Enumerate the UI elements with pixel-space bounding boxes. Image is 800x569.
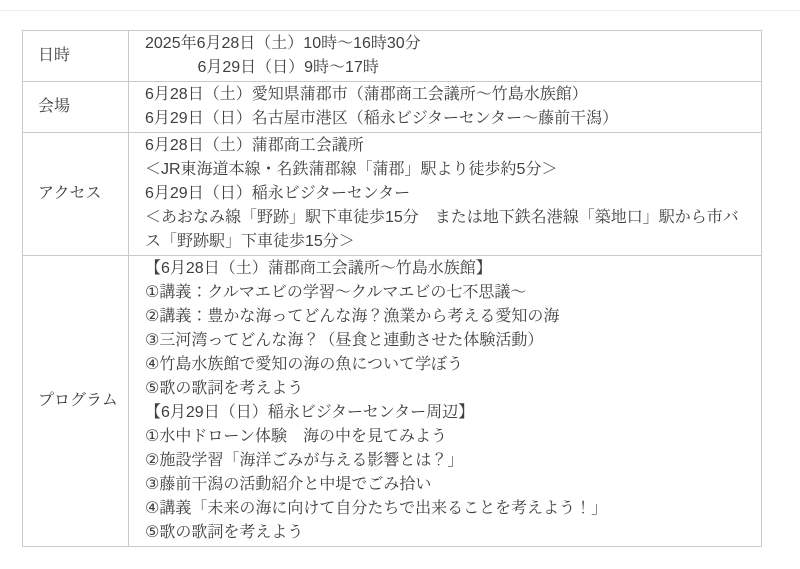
cell-line: 6月29日（日）9時～17時: [145, 59, 379, 76]
cell-line: ②講義：豊かな海ってどんな海？漁業から考える愛知の海: [145, 308, 560, 325]
cell-line: 【6月28日（土）蒲郡商工会議所～竹島水族館】: [145, 260, 492, 277]
cell-line: 6月29日（日）稲永ビジターセンター: [145, 185, 411, 202]
event-info-table-body: [23, 31, 762, 547]
event-info-table: [22, 30, 762, 547]
cell-line: ①講義：クルマエビの学習～クルマエビの七不思議～: [145, 284, 527, 301]
row-content-venue: [129, 82, 762, 133]
cell-line: 2025年6月28日（土）10時～16時30分: [145, 35, 421, 52]
cell-line: 6月29日（日）名古屋市港区（稲永ビジターセンター～藤前干潟）: [145, 110, 619, 127]
table-row-venue: [23, 82, 762, 133]
table-row-datetime: [23, 31, 762, 82]
row-content-datetime: [129, 31, 762, 82]
cell-line: ④竹島水族館で愛知の海の魚について学ぼう: [145, 356, 464, 373]
cell-line: ④講義「未来の海に向けて自分たちで出来ることを考えよう！」: [145, 500, 608, 517]
cell-line: ⑤歌の歌詞を考えよう: [145, 524, 304, 541]
row-label-program: プログラム: [23, 256, 129, 547]
cell-line: ＜JR東海道本線・名鉄蒲郡線「蒲郡」駅より徒歩約5分＞: [145, 161, 558, 178]
row-content-access: [129, 133, 762, 256]
cell-line: 6月28日（土）愛知県蒲郡市（蒲郡商工会議所～竹島水族館）: [145, 86, 588, 103]
cell-line: ②施設学習「海洋ごみが与える影響とは？」: [145, 452, 464, 469]
top-divider-line: [0, 10, 800, 11]
cell-line: 6月28日（土）蒲郡商工会議所: [145, 137, 364, 154]
cell-line: ③藤前干潟の活動紹介と中堤でごみ拾い: [145, 476, 432, 493]
row-label-venue: 会場: [23, 82, 129, 133]
row-label-access: アクセス: [23, 133, 129, 256]
cell-line: ⑤歌の歌詞を考えよう: [145, 380, 304, 397]
table-row-access: [23, 133, 762, 256]
cell-line: ＜あおなみ線「野跡」駅下車徒歩15分 または地下鉄名港線「築地口」駅から市バス「野跡駅」下車徒歩15分＞: [145, 209, 739, 250]
cell-line: ①水中ドローン体験 海の中を見てみよう: [145, 428, 448, 445]
cell-line: ③三河湾ってどんな海？（昼食と連動させた体験活動）: [145, 332, 544, 349]
row-label-datetime: 日時: [23, 31, 129, 82]
cell-line: 【6月29日（日）稲永ビジターセンター周辺】: [145, 404, 475, 421]
table-row-program: [23, 256, 762, 547]
row-content-program: [129, 256, 762, 547]
